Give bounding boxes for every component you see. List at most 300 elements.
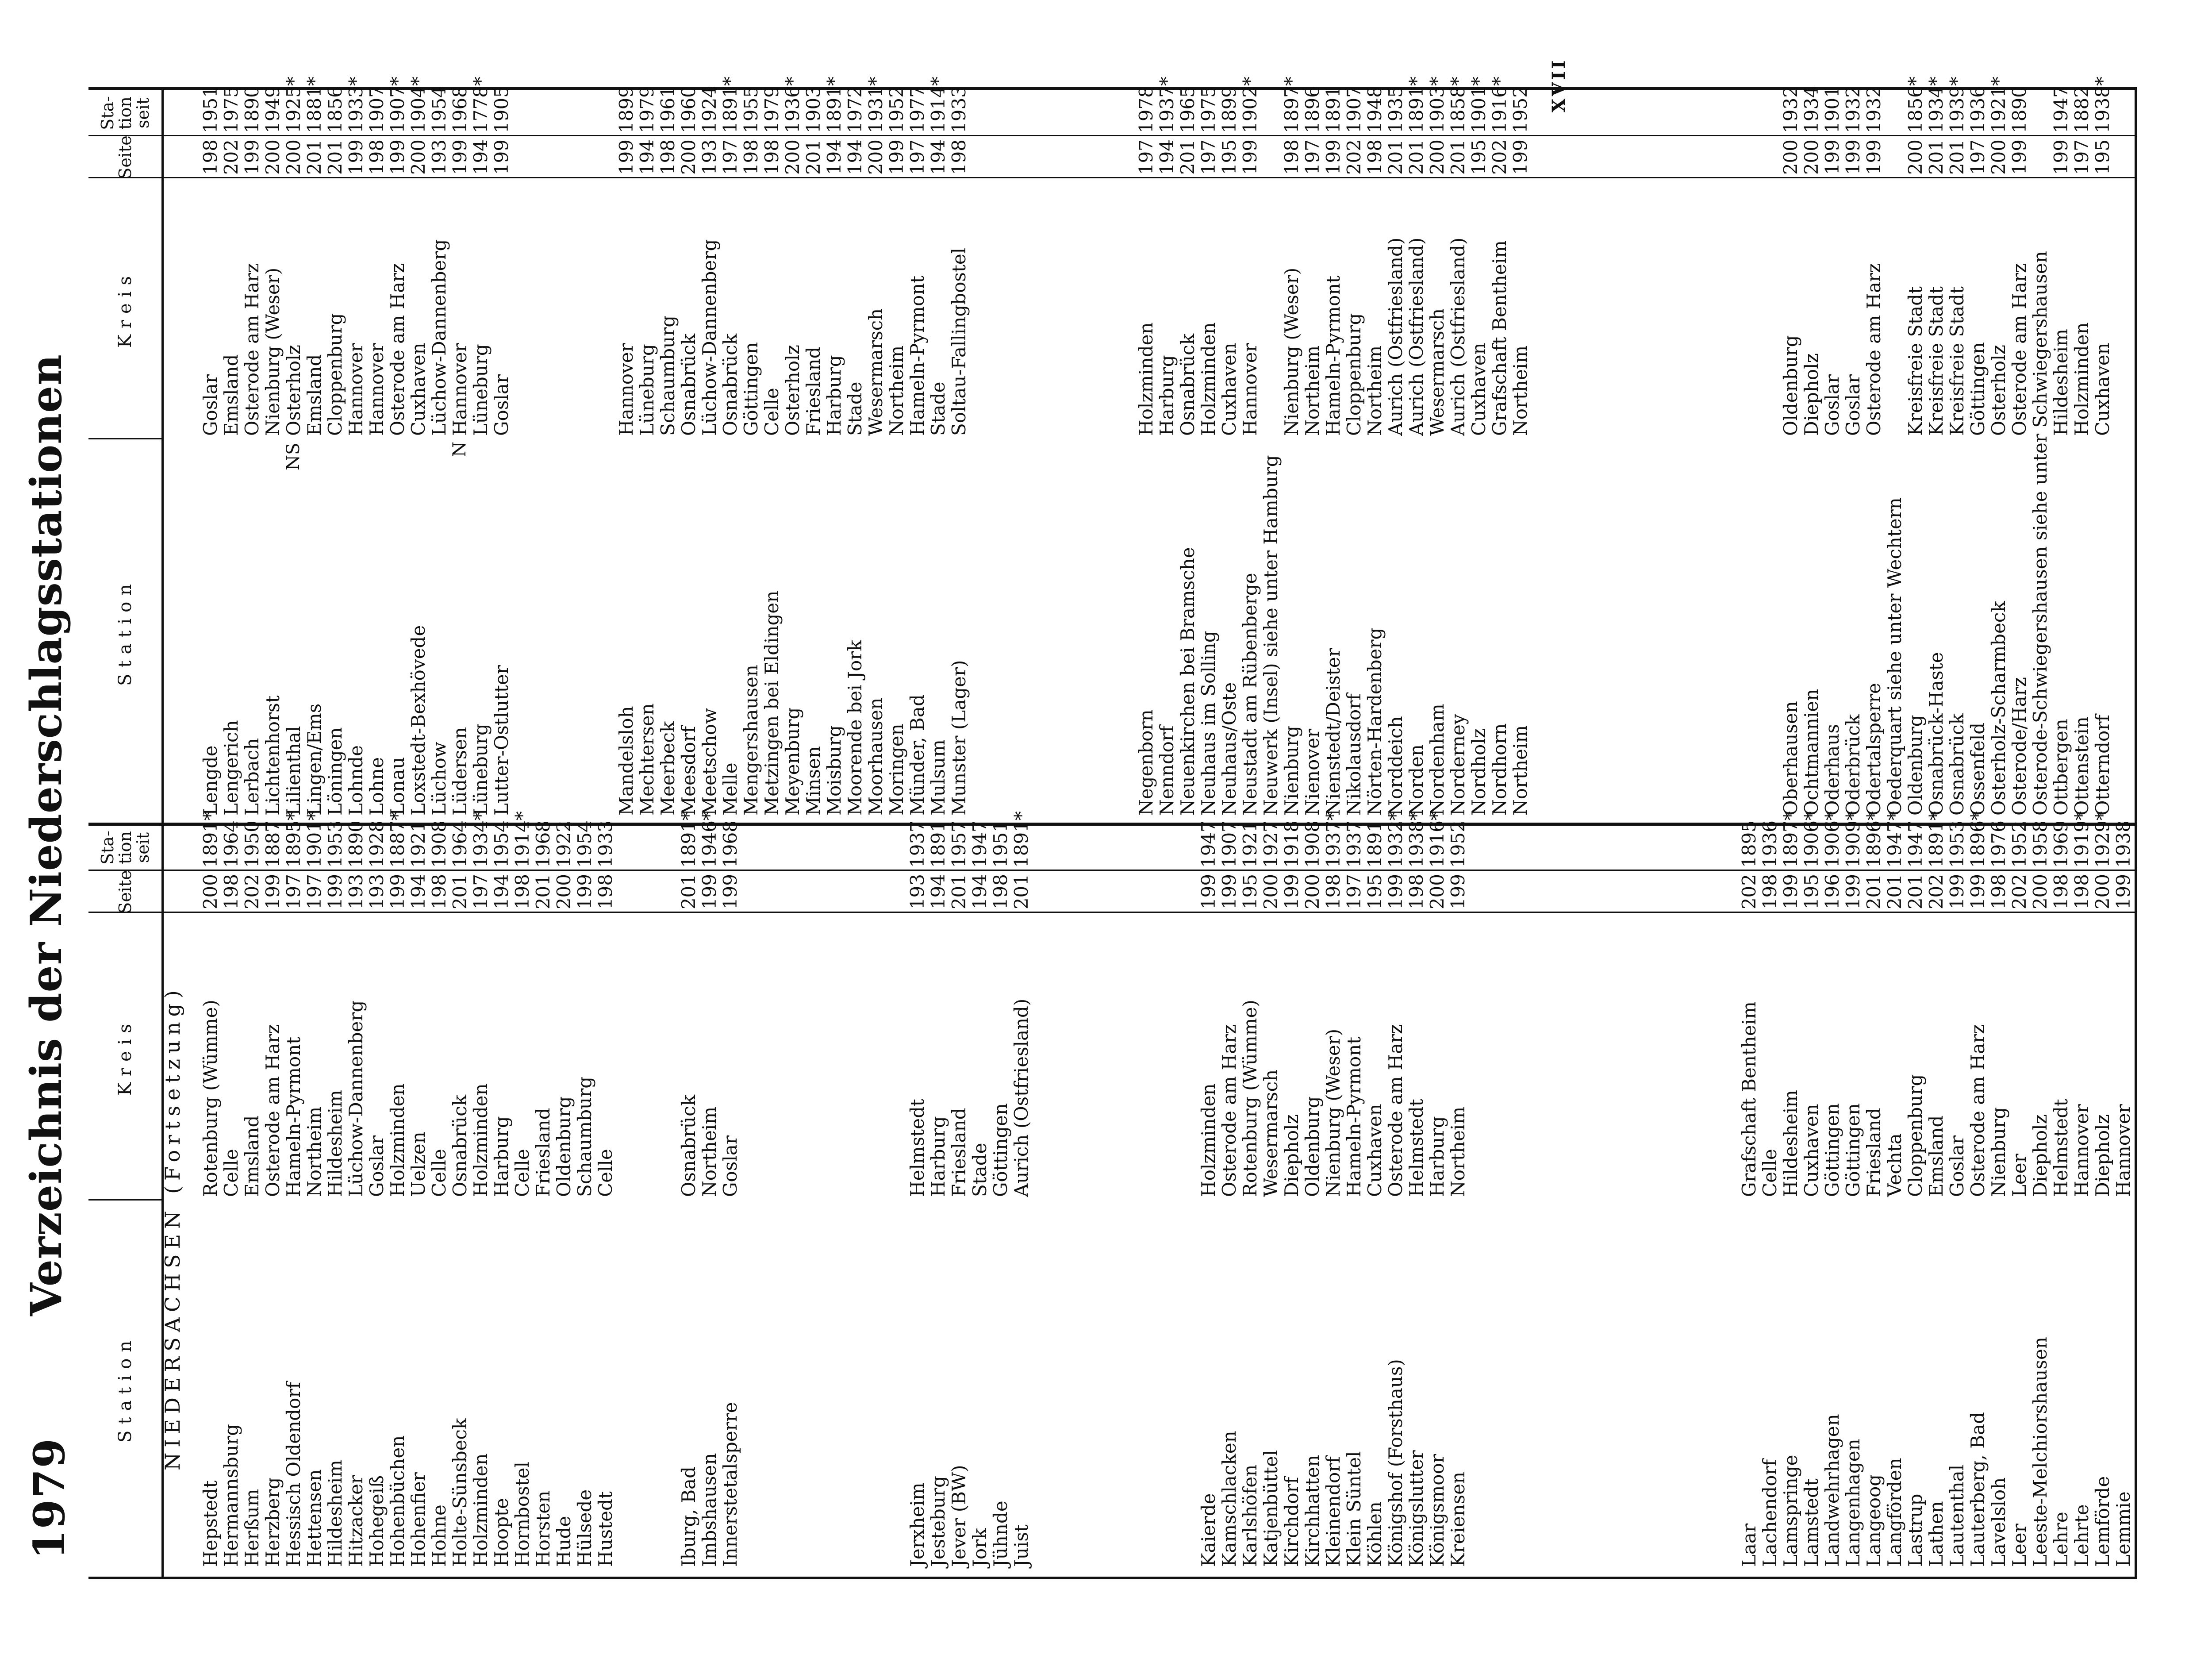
station-cell: [1718, 444, 1739, 816]
kreis-cell: Diepholz: [2029, 1114, 2051, 1197]
station-cell: [1572, 1204, 1593, 1567]
station-since-cell: [512, 91, 533, 133]
station-since-cell: 1968: [719, 820, 741, 868]
seite-cell: 202: [1343, 139, 1365, 175]
seite-cell: 199: [1281, 874, 1302, 910]
station-cell: Laar: [1738, 1523, 1760, 1567]
kreis-cell: Grafschaft Bentheim: [1489, 240, 1510, 436]
kreis-cell: [1697, 179, 1718, 436]
seite-cell: 195: [1239, 874, 1261, 910]
station-since-cell: 1891*: [1406, 77, 1427, 133]
kreis-cell: Goslar: [366, 1135, 388, 1197]
station-since-cell: [1718, 91, 1739, 133]
station-cell: [1551, 444, 1572, 816]
station-cell: Ottenstein: [2071, 716, 2093, 816]
seite-cell: [1094, 139, 1115, 178]
station-cell: Lastrup: [1905, 1493, 1926, 1567]
seite-cell: 202: [1489, 139, 1510, 175]
kreis-cell: Osnabrück: [449, 1094, 471, 1197]
kreis-cell: [1676, 914, 1697, 1197]
station-since-cell: 1891*: [719, 77, 741, 133]
station-since-cell: [1551, 826, 1572, 868]
seite-cell: 201: [1406, 139, 1427, 175]
station-cell: [1510, 1204, 1531, 1567]
station-since-cell: 1856*: [1905, 77, 1926, 133]
kreis-cell: Hildesheim: [1780, 1090, 1801, 1197]
seite-cell: [865, 874, 886, 913]
kreis-cell: [1052, 914, 1073, 1197]
station-since-cell: 1972: [844, 86, 866, 133]
kreis-cell: Osterode am Harz: [1218, 1024, 1240, 1197]
station-since-cell: 1914*: [511, 811, 533, 868]
seite-cell: [1551, 874, 1572, 913]
station-since-cell: 1938: [2112, 820, 2134, 868]
kreis-cell: Northeim: [1509, 345, 1531, 436]
seite-cell: 199: [241, 139, 263, 175]
seite-cell: 198: [1759, 874, 1781, 910]
seite-cell: [533, 139, 553, 178]
station-cell: Münder, Bad: [906, 694, 928, 816]
station-since-cell: 1907: [1343, 86, 1365, 133]
kreis-cell: Celle: [595, 1149, 616, 1197]
station-since-cell: 1964: [220, 820, 242, 868]
station-cell: [179, 444, 200, 816]
kreis-cell: [824, 914, 845, 1197]
seite-cell: 194: [927, 139, 949, 175]
station-cell: [1011, 444, 1032, 816]
seite-cell: 193: [906, 874, 928, 910]
kreis-cell: Goslar: [200, 374, 221, 436]
station-cell: Jerxheim: [906, 1482, 928, 1567]
station-since-cell: 1895: [1738, 820, 1760, 868]
seite-cell: 197: [1135, 139, 1157, 175]
station-since-cell: [1052, 826, 1073, 868]
kreis-cell: Osterode am Harz: [1385, 1024, 1406, 1197]
station-since-cell: [803, 826, 824, 868]
station-since-cell: 1906*: [1801, 811, 1822, 868]
header-station-right: Station: [115, 577, 135, 686]
kreis-cell: Wesermarsch: [1426, 308, 1448, 436]
station-since-cell: 1882: [2071, 86, 2093, 133]
kreis-cell: Schaumburg: [574, 1076, 595, 1197]
station-cell: Innerstetalsperre: [719, 1402, 741, 1567]
kreis-cell: Holzminden: [1198, 1083, 1219, 1197]
station-cell: Kleinendorf: [1322, 1456, 1344, 1567]
seite-cell: 198: [1364, 139, 1386, 175]
station-since-cell: [553, 91, 574, 133]
station-since-cell: 1890: [345, 820, 367, 868]
seite-cell: [824, 874, 845, 913]
page-number: 1979: [24, 1437, 74, 1559]
station-since-cell: 1961: [657, 86, 679, 133]
station-since-cell: [1052, 91, 1073, 133]
station-since-cell: 1934*: [470, 811, 492, 868]
seite-cell: [1136, 874, 1156, 913]
kreis-cell: [616, 914, 637, 1197]
station-since-cell: [741, 826, 761, 868]
station-cell: Lichtenhorst: [262, 695, 284, 816]
station-since-cell: [179, 91, 200, 133]
seite-cell: [1115, 139, 1136, 178]
kreis-cell: Osterholz: [1988, 345, 2009, 436]
kreis-cell: Osnabrück: [1177, 333, 1198, 436]
station-since-cell: 1936: [1759, 820, 1781, 868]
station-since-cell: 1901*: [303, 811, 325, 868]
station-since-cell: 1856: [324, 86, 346, 133]
station-since-cell: 1947: [1198, 820, 1219, 868]
kreis-cell: Lüchow-Dannenberg: [345, 1000, 367, 1197]
kreis-cell: Lüneburg: [470, 344, 492, 436]
station-cell: Mandelsloh: [615, 706, 637, 816]
station-cell: Jühnde: [990, 1501, 1011, 1567]
station-cell: Lathen: [1925, 1501, 1947, 1567]
kreis-cell: Hannover: [2112, 1104, 2134, 1197]
kreis-cell: [782, 914, 803, 1197]
station-since-cell: [595, 91, 616, 133]
seite-cell: [1572, 139, 1593, 178]
station-since-cell: [1136, 826, 1156, 868]
station-since-cell: 1975: [1198, 86, 1219, 133]
station-cell: Mengershausen: [740, 665, 762, 816]
seite-cell: 200: [865, 139, 887, 175]
seite-cell: [1884, 139, 1905, 178]
station-cell: Kreiensen: [1447, 1471, 1469, 1567]
station-since-cell: 1969: [2050, 820, 2072, 868]
station-cell: Meyenburg: [782, 707, 803, 816]
kreis-cell: Emsland: [303, 354, 325, 436]
station-since-cell: 1908: [1302, 820, 1323, 868]
station-cell: Kamschlacken: [1218, 1431, 1240, 1567]
kreis-cell: Osterode am Harz: [241, 263, 263, 436]
station-cell: [616, 1204, 637, 1567]
seite-cell: 199: [1842, 874, 1864, 910]
kreis-cell: [1551, 179, 1572, 436]
station-cell: Holzminden: [470, 1453, 492, 1567]
seite-cell: 197: [1302, 139, 1323, 175]
seite-cell: [1052, 139, 1073, 178]
seite-cell: [845, 874, 865, 913]
seite-cell: 199: [1447, 874, 1469, 910]
ns-marker: NS: [283, 443, 303, 470]
station-cell: Lehrte: [2071, 1504, 2093, 1567]
seite-cell: [1094, 874, 1115, 913]
station-cell: Lautenthal: [1946, 1464, 1968, 1567]
seite-cell: [1718, 139, 1739, 178]
kreis-cell: Osterode am Harz: [1967, 1024, 1989, 1197]
kreis-cell: [1032, 179, 1052, 436]
seite-cell: 198: [1322, 874, 1344, 910]
station-since-cell: 1906*: [1821, 811, 1843, 868]
station-since-cell: [1531, 91, 1551, 133]
station-since-cell: 1891*: [823, 77, 845, 133]
kreis-cell: [969, 179, 990, 436]
station-since-cell: 1954: [428, 86, 450, 133]
kreis-cell: [1718, 179, 1739, 436]
station-since-cell: 1979: [636, 86, 658, 133]
kreis-cell: Cloppenburg: [1905, 1074, 1926, 1197]
station-cell: Osterholz-Scharmbeck: [1988, 601, 2009, 816]
seite-cell: 202: [2008, 874, 2030, 910]
kreis-cell: Göttingen: [1842, 1103, 1864, 1197]
station-cell: Klein Süntel: [1343, 1451, 1365, 1567]
station-cell: Hornbostel: [511, 1462, 533, 1567]
station-cell: [1073, 444, 1094, 816]
seite-cell: [761, 874, 782, 913]
seite-cell: 201: [1863, 874, 1885, 910]
kreis-cell: [1510, 914, 1531, 1197]
station-since-cell: [1115, 91, 1136, 133]
station-cell: Nörten-Hardenberg: [1364, 627, 1386, 816]
station-since-cell: 1937: [906, 820, 928, 868]
station-cell: Northeim: [1509, 725, 1531, 816]
station-cell: Landwehrhagen: [1821, 1414, 1843, 1567]
seite-cell: 198: [990, 874, 1011, 910]
station-cell: Hitzacker: [345, 1474, 367, 1567]
station-cell: Neuenkirchen bei Bramsche: [1177, 547, 1198, 816]
station-since-cell: 1907*: [387, 77, 408, 133]
station-cell: Hohegeiß: [366, 1475, 388, 1567]
station-cell: Katjenbüttel: [1260, 1450, 1282, 1567]
kreis-cell: Wesermarsch: [1260, 1069, 1282, 1197]
station-cell: Lemmie: [2112, 1491, 2134, 1567]
seite-cell: [1718, 874, 1739, 913]
station-since-cell: [637, 826, 657, 868]
seite-cell: 201: [1385, 139, 1406, 175]
kreis-cell: [1073, 179, 1094, 436]
kreis-cell: Göttingen: [740, 342, 762, 436]
seite-cell: [1655, 139, 1676, 178]
seite-cell: 200: [2092, 874, 2113, 910]
station-cell: [1739, 444, 1759, 816]
station-cell: [741, 1204, 761, 1567]
station-since-cell: 1881*: [303, 77, 325, 133]
station-cell: Metzingen bei Eldingen: [761, 590, 783, 816]
left-seit-column: [179, 811, 2134, 868]
kreis-cell: [741, 914, 761, 1197]
station-cell: Nienburg: [1281, 726, 1302, 816]
station-cell: Hohne: [428, 1505, 450, 1567]
seite-cell: 199: [1198, 874, 1219, 910]
column-rule: [88, 135, 2135, 136]
kreis-cell: Northeim: [1364, 345, 1386, 436]
station-since-cell: 1938*: [1406, 811, 1427, 868]
station-since-cell: 1935: [1385, 86, 1406, 133]
seite-cell: 199: [886, 139, 907, 175]
station-since-cell: 1957: [948, 820, 970, 868]
seite-cell: 199: [1218, 874, 1240, 910]
seite-cell: [1052, 874, 1073, 913]
seite-cell: 195: [1364, 874, 1386, 910]
kreis-cell: Cloppenburg: [1343, 313, 1365, 436]
seite-cell: 199: [345, 139, 367, 175]
station-since-cell: 1954: [491, 820, 512, 868]
station-cell: Horsten: [532, 1490, 554, 1567]
station-cell: [1531, 1204, 1551, 1567]
station-since-cell: [1156, 826, 1177, 868]
seite-cell: [1635, 139, 1655, 178]
kreis-cell: Diepholz: [2092, 1114, 2113, 1197]
seite-cell: 199: [387, 874, 408, 910]
station-cell: Nienover: [1302, 728, 1323, 816]
seite-cell: 201: [948, 874, 970, 910]
station-cell: [1531, 444, 1551, 816]
seite-cell: 197: [303, 874, 325, 910]
kreis-cell: Stade: [969, 1143, 991, 1197]
seite-cell: 202: [1738, 874, 1760, 910]
station-since-cell: 1936: [1967, 86, 1989, 133]
station-cell: Moisburg: [823, 725, 845, 816]
station-cell: [1635, 1204, 1655, 1567]
seite-cell: 201: [449, 874, 471, 910]
station-cell: [1676, 1204, 1697, 1567]
kreis-cell: Oldenburg: [553, 1096, 575, 1197]
kreis-cell: Kreisfreie Stadt: [1925, 286, 1947, 436]
seite-cell: 201: [532, 874, 554, 910]
seite-cell: 200: [1426, 139, 1448, 175]
station-cell: Norddeich: [1385, 716, 1406, 816]
station-cell: [1635, 444, 1655, 816]
seite-cell: 202: [220, 139, 242, 175]
seite-cell: 199: [719, 874, 741, 910]
seite-cell: [1697, 139, 1718, 178]
station-since-cell: [1614, 91, 1635, 133]
kreis-cell: Göttingen: [990, 1103, 1011, 1197]
station-cell: Langenhagen: [1842, 1439, 1864, 1567]
seite-cell: 199: [2112, 874, 2134, 910]
kreis-cell: [990, 179, 1011, 436]
station-since-cell: [1614, 826, 1635, 868]
kreis-cell: Nienburg (Weser): [1281, 267, 1302, 436]
kreis-cell: Oldenburg: [1780, 335, 1801, 436]
seite-cell: 197: [470, 874, 492, 910]
station-cell: [574, 444, 595, 816]
station-since-cell: 1929*: [2092, 811, 2113, 868]
kreis-cell: Göttingen: [1967, 342, 1989, 436]
station-cell: Ochtmannien: [1801, 689, 1822, 816]
left-seite-column: [179, 874, 2134, 913]
kreis-cell: Goslar: [1821, 374, 1843, 436]
seite-cell: [1739, 139, 1759, 178]
station-since-cell: 1947: [1905, 820, 1926, 868]
kreis-cell: Rotenburg (Wümme): [200, 1000, 221, 1197]
seite-cell: 195: [1218, 139, 1240, 175]
kreis-cell: Helmstedt: [2050, 1099, 2072, 1197]
kreis-cell: Northeim: [1302, 345, 1323, 436]
kreis-cell: Celle: [428, 1149, 450, 1197]
seite-cell: 199: [1322, 139, 1344, 175]
kreis-cell: [1759, 179, 1780, 436]
seite-cell: 199: [262, 874, 284, 910]
seite-cell: [1614, 874, 1635, 913]
right-kreis-column: [179, 179, 2113, 436]
station-cell: [886, 1204, 907, 1567]
station-cell: Lüdersen: [449, 727, 471, 816]
kreis-cell: Hannover: [366, 343, 388, 436]
seite-cell: 201: [1946, 139, 1968, 175]
kreis-cell: [574, 179, 595, 436]
seite-cell: 194: [470, 139, 492, 175]
seite-cell: 199: [1946, 874, 1968, 910]
station-since-cell: 1939*: [1946, 77, 1968, 133]
kreis-cell: [1011, 179, 1032, 436]
header-station-seit-left: Sta- tion seit: [97, 831, 153, 865]
station-cell: Köhlen: [1364, 1501, 1386, 1567]
kreis-cell: [761, 914, 782, 1197]
station-since-cell: [1635, 91, 1655, 133]
station-since-cell: [1094, 91, 1115, 133]
station-since-cell: 1887: [262, 820, 284, 868]
station-cell: Nikolausdorf: [1343, 693, 1365, 816]
kreis-cell: Cuxhaven: [1218, 342, 1240, 436]
kreis-cell: Goslar: [1946, 1135, 1968, 1197]
seite-cell: 200: [1780, 139, 1801, 175]
page-title: Verzeichnis der Niederschlagsstationen: [21, 354, 71, 1316]
kreis-cell: Emsland: [241, 1115, 263, 1197]
station-since-cell: 1933*: [345, 77, 367, 133]
station-since-cell: [1032, 91, 1052, 133]
kreis-cell: [1655, 914, 1676, 1197]
station-cell: [512, 444, 533, 816]
seite-cell: 195: [2092, 139, 2113, 175]
kreis-cell: Osnabrück: [678, 1094, 699, 1197]
station-since-cell: 1949: [262, 86, 284, 133]
seite-cell: 198: [200, 139, 221, 175]
station-since-cell: [1510, 826, 1531, 868]
seite-cell: [1697, 874, 1718, 913]
station-cell: Otterndorf: [2092, 715, 2113, 816]
station-since-cell: 1937*: [1322, 811, 1344, 868]
seite-cell: 199: [1509, 139, 1531, 175]
station-since-cell: 1978: [1135, 86, 1157, 133]
station-since-cell: 1938*: [2092, 77, 2113, 133]
kreis-cell: Diepholz: [1281, 1114, 1302, 1197]
seite-cell: 200: [200, 874, 221, 910]
station-since-cell: 1904*: [407, 77, 429, 133]
kreis-cell: [1718, 914, 1739, 1197]
n-marker: N: [449, 442, 470, 457]
station-since-cell: 1947*: [1884, 811, 1905, 868]
station-since-cell: 1858*: [1447, 77, 1469, 133]
station-cell: [1052, 444, 1073, 816]
seite-cell: [1156, 874, 1177, 913]
station-cell: Langförden: [1884, 1458, 1905, 1567]
station-since-cell: 1937: [1343, 820, 1365, 868]
station-cell: [1115, 444, 1136, 816]
seite-cell: 194: [491, 874, 512, 910]
kreis-cell: Aurich (Ostfriesland): [1406, 237, 1427, 436]
kreis-cell: [865, 914, 886, 1197]
kreis-cell: Osterode am Harz: [387, 263, 408, 436]
station-since-cell: 1922: [553, 820, 575, 868]
kreis-cell: [1052, 179, 1073, 436]
station-since-cell: [1073, 91, 1094, 133]
kreis-cell: Nienburg (Weser): [262, 267, 284, 436]
station-since-cell: 1907: [366, 86, 388, 133]
seite-cell: [616, 874, 637, 913]
station-since-cell: 1925*: [283, 77, 304, 133]
station-since-cell: 1896*: [1967, 811, 1989, 868]
kreis-cell: [1655, 179, 1676, 436]
kreis-cell: Vechta: [1884, 1133, 1905, 1197]
seite-cell: 197: [283, 874, 304, 910]
station-since-cell: 1937*: [1156, 77, 1178, 133]
seite-cell: 200: [1988, 139, 2009, 175]
station-cell: Leeste-Melchiorshausen: [2029, 1337, 2051, 1567]
station-cell: Norden: [1406, 744, 1427, 816]
station-cell: Lengerich: [220, 720, 242, 816]
station-since-cell: [1593, 91, 1614, 133]
station-since-cell: 1936*: [782, 77, 803, 133]
